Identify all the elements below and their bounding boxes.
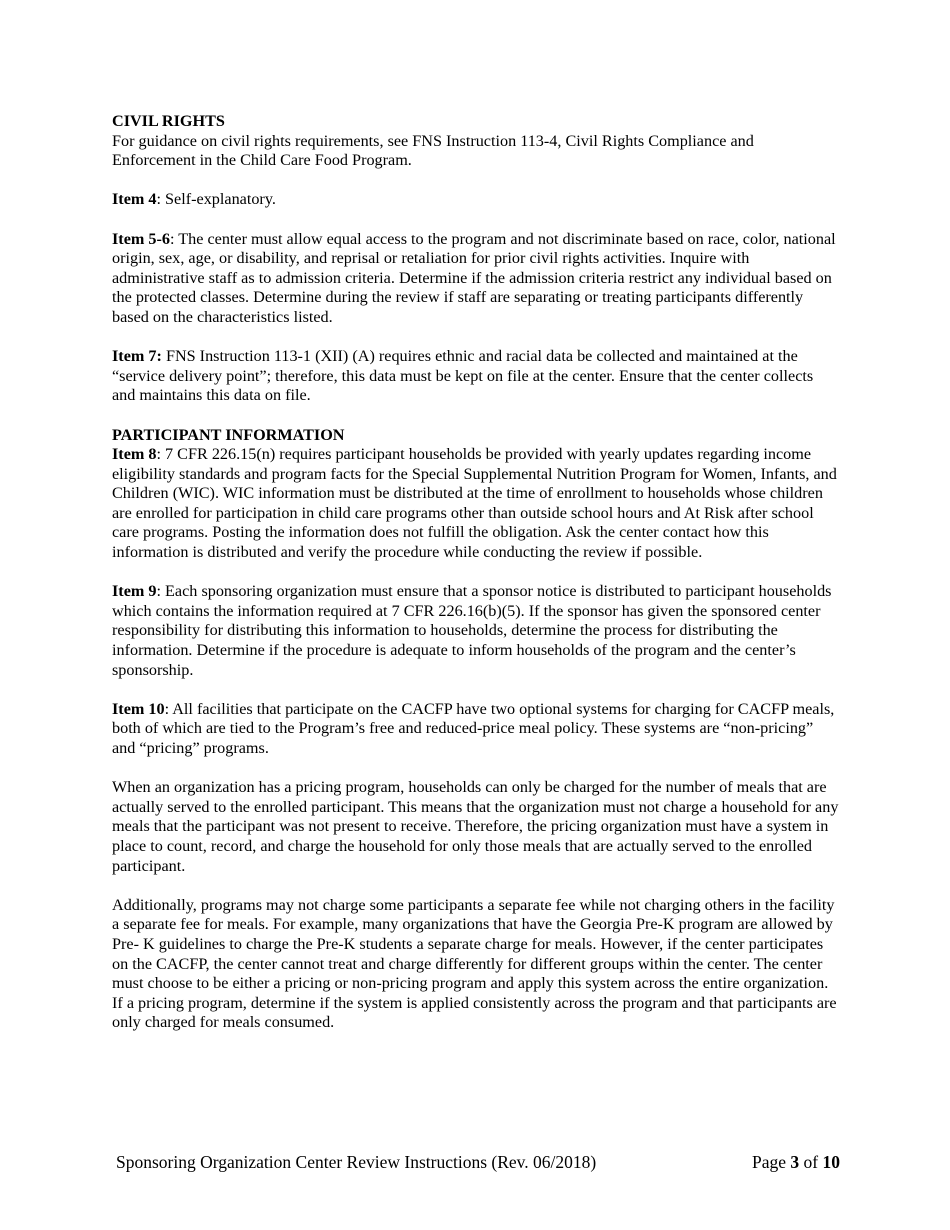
footer-page-total: 10 — [822, 1152, 840, 1172]
item-9-label: Item 9 — [112, 582, 157, 601]
item-8-paragraph — [112, 445, 840, 563]
civil-rights-intro: For guidance on civil rights requirements, see FNS Instruction 113-4, Civil Rights Compliance and Enforcement in the Child Care Food Program. — [112, 131, 754, 170]
final-paragraph: If a pricing program, determine if the system is applied consistently across the program and that participants are only charged for meals consumed. — [112, 993, 837, 1032]
item-9-text: : Each sponsoring organization must ensure that a sponsor notice is distributed to participant households which contains the information required at 7 CFR 226.16(b)(5). If the sponsor has given the sponsored center responsibility for distributing this information to households, determine the process for distributing the information. Determine if the procedure is adequate to inform households of the program and the center’s sponsorship. — [112, 582, 832, 679]
item-10-paragraph — [112, 700, 840, 759]
item-10-label: Item 10 — [112, 699, 165, 718]
item-8-label: Item 8 — [112, 445, 157, 464]
page-content — [112, 112, 840, 1053]
footer-document-title: Sponsoring Organization Center Review Instructions (Rev. 06/2018) — [116, 1152, 597, 1172]
item-8-text: : 7 CFR 226.15(n) requires participant households be provided with yearly updates regarding income eligibility standards and program facts for the Special Supplemental Nutrition Program for Women, Infants, and Children (WIC). WIC information must be distributed at the time of enrollment to households whose children are enrolled for participation in child care programs other than outside school hours and At Risk after school care programs. Posting the information does not fulfill the obligation. Ask the center contact how this information is distributed and verify the procedure while conducting the review if possible. — [112, 445, 837, 562]
item-7-paragraph — [112, 347, 840, 406]
item-5-6-paragraph — [112, 230, 840, 328]
footer-page-of: of — [799, 1152, 823, 1172]
pricing-paragraph: When an organization has a pricing program, households can only be charged for the number of meals that are actually served to the enrolled participant. This means that the organization must not charge a household for any meals that the participant was not present to receive. Therefore, the pricing organization must have a system in place to count, record, and charge the household for only those meals that are actually served to the enrolled participant. — [112, 778, 839, 875]
footer-page-word: Page — [752, 1152, 791, 1172]
item-10-text: : All facilities that participate on the CACFP have two optional systems for charging for CACFP meals, both of which are tied to the Program’s free and reduced-price meal policy. These systems are “non-pricing” and “pricing” programs. — [112, 699, 835, 757]
footer-page-current: 3 — [790, 1152, 800, 1172]
item-5-6-text: : The center must allow equal access to the program and not discriminate based on race, color, national origin, sex, age, or disability, and reprisal or retaliation for prior civil rights activities. Inquire with administrative staff as to admission criteria. Determine if the admission criteria restrict any individual based on the protected classes. Determine during the review if staff are separating or treating participants differently based on the characteristics listed. — [112, 229, 836, 326]
item-4-text: : Self-explanatory. — [156, 190, 276, 209]
item-4-label: Item 4 — [112, 190, 157, 209]
page-footer — [116, 1153, 840, 1175]
item-7-label: Item 7: — [112, 347, 162, 366]
participant-information-heading: PARTICIPANT INFORMATION — [112, 425, 345, 444]
footer-page-number — [752, 1153, 840, 1173]
item-7-text: FNS Instruction 113-1 (XII) (A) requires ethnic and racial data be collected and maintained at the “service delivery point”; therefore, this data must be kept on file at the center. Ensure that the center collects and maintains this data on file. — [112, 347, 814, 405]
item-9-paragraph — [112, 582, 840, 680]
civil-rights-heading: CIVIL RIGHTS — [112, 112, 225, 130]
item-4-paragraph — [112, 190, 840, 210]
item-5-6-label: Item 5-6 — [112, 229, 170, 248]
additional-paragraph: Additionally, programs may not charge some participants a separate fee while not charging others in the facility a separate fee for meals. For example, many organizations that have the Georgia Pre-K program are allowed by Pre- K guidelines to charge the Pre-K students a separate charge for meals. However, if the center participates on the CACFP, the center cannot treat and charge differently for different groups within the center. The center must choose to be either a pricing or non-pricing program and apply this system across the entire organization. — [112, 895, 835, 993]
